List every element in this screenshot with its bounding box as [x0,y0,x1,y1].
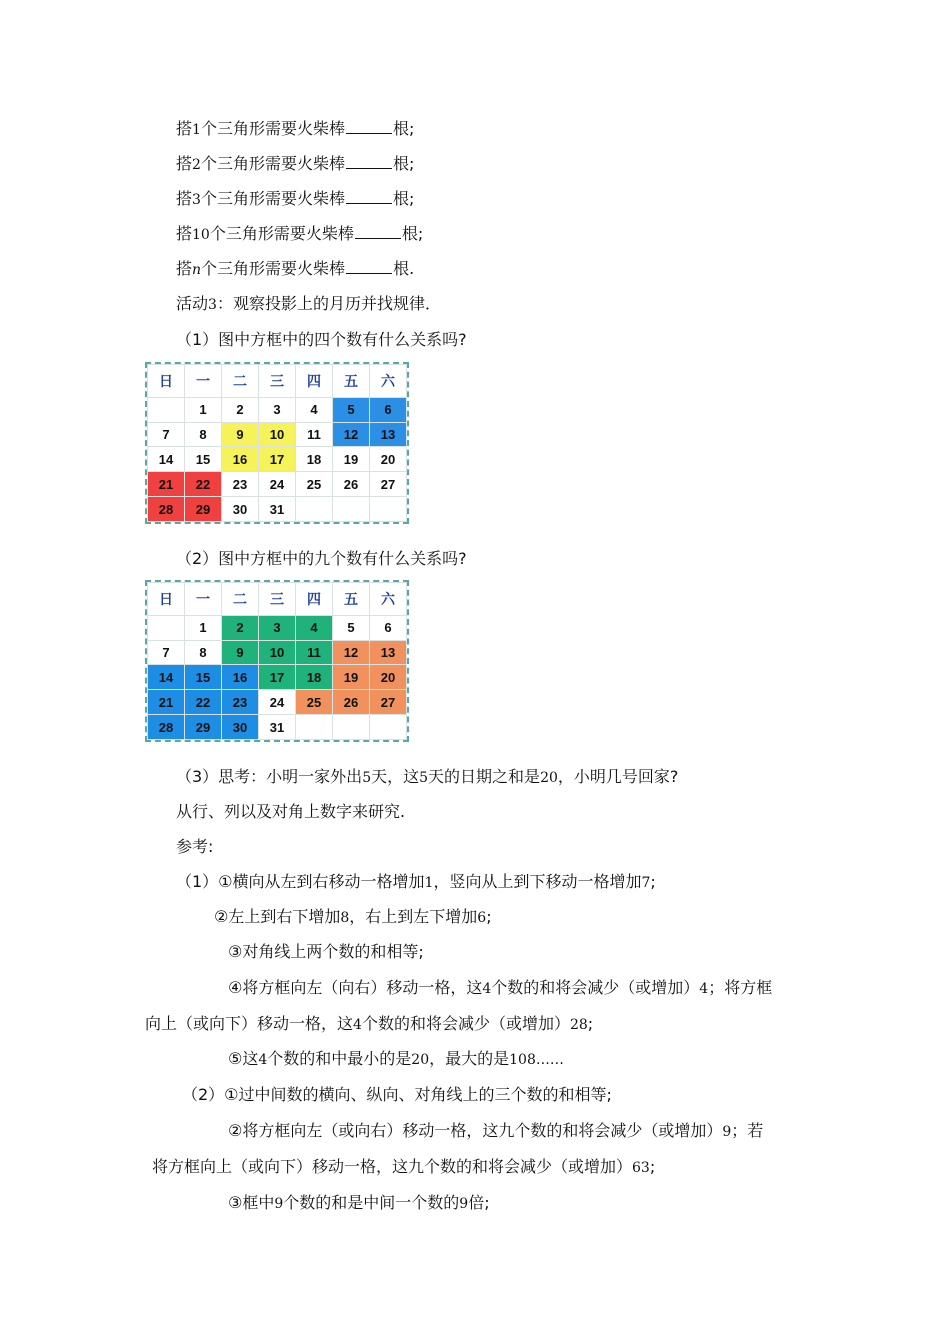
calendar-day: 15 [185,665,222,690]
weekday-header: 日 [148,365,185,398]
calendar-day: 14 [148,447,185,472]
answer-blank[interactable] [346,188,392,204]
calendar-day: 8 [185,640,222,665]
calendar-day: 22 [185,690,222,715]
calendar-empty-cell [333,497,370,522]
weekday-header: 四 [296,365,333,398]
calendar-day: 7 [148,640,185,665]
calendar-day: 10 [259,422,296,447]
calendar-day: 1 [185,397,222,422]
weekday-header: 日 [148,583,185,616]
calendar-day: 22 [185,472,222,497]
matchstick-line-2: 搭2个三角形需要火柴棒 根; [176,154,415,173]
calendar-day: 16 [222,665,259,690]
question-3: （3）思考：小明一家外出5天，这5天的日期之和是20，小明几号回家? [176,767,679,786]
weekday-header: 五 [333,583,370,616]
matchstick-line-3: 搭3个三角形需要火柴棒 根; [176,189,415,208]
calendar-day: 13 [370,640,407,665]
calendar-day: 2 [222,615,259,640]
answer-2-line-4: ③框中9个数的和是中间一个数的9倍; [228,1193,490,1212]
matchstick-line-4: 搭10个三角形需要火柴棒 根; [176,224,424,243]
calendar-day: 25 [296,472,333,497]
weekday-header: 五 [333,365,370,398]
calendar-day: 3 [259,615,296,640]
answer-1-line-1: （1）①横向从左到右移动一格增加1，竖向从上到下移动一格增加7; [176,872,656,891]
answer-blank[interactable] [346,153,392,169]
calendar-day: 19 [333,665,370,690]
calendar-day: 26 [333,472,370,497]
calendar-day: 18 [296,665,333,690]
calendar-day: 5 [333,397,370,422]
answer-blank[interactable] [355,223,401,239]
calendar-empty-cell [296,497,333,522]
calendar-empty-cell [148,615,185,640]
calendar-day: 29 [185,715,222,740]
reference-label: 参考: [176,837,214,856]
calendar-day: 31 [259,715,296,740]
calendar-day: 23 [222,472,259,497]
calendar-day: 6 [370,615,407,640]
calendar-day: 21 [148,690,185,715]
weekday-header: 六 [370,365,407,398]
answer-1-line-4: ④将方框向左（向右）移动一格，这4个数的和将会减少（或增加）4；将方框 [228,978,773,997]
calendar-day: 4 [296,615,333,640]
calendar-day: 8 [185,422,222,447]
calendar-day: 29 [185,497,222,522]
answer-1-line-2: ②左上到右下增加8，右上到左下增加6; [214,907,492,926]
weekday-header: 一 [185,583,222,616]
calendar-day: 30 [222,497,259,522]
calendar-day: 17 [259,665,296,690]
calendar-empty-cell [148,397,185,422]
calendar-day: 24 [259,472,296,497]
answer-blank[interactable] [346,258,392,274]
calendar-day: 25 [296,690,333,715]
calendar-four-numbers [145,362,409,524]
calendar-empty-cell [333,715,370,740]
calendar-day: 9 [222,640,259,665]
calendar-day: 12 [333,422,370,447]
weekday-header: 三 [259,365,296,398]
calendar-day: 17 [259,447,296,472]
calendar-day: 3 [259,397,296,422]
answer-1-line-6: ⑤这4个数的和中最小的是20，最大的是108…… [228,1049,564,1068]
weekday-header: 三 [259,583,296,616]
calendar-day: 4 [296,397,333,422]
calendar-day: 2 [222,397,259,422]
answer-1-line-3: ③对角线上两个数的和相等; [228,942,424,961]
question-1: （1）图中方框中的四个数有什么关系吗? [176,330,467,349]
weekday-header: 四 [296,583,333,616]
calendar-day: 7 [148,422,185,447]
calendar-day: 27 [370,472,407,497]
calendar-day: 28 [148,715,185,740]
calendar-day: 15 [185,447,222,472]
calendar-day: 5 [333,615,370,640]
calendar-day: 24 [259,690,296,715]
weekday-header: 一 [185,365,222,398]
calendar-day: 19 [333,447,370,472]
study-hint: 从行、列以及对角上数字来研究. [176,802,406,821]
calendar-day: 23 [222,690,259,715]
calendar-day: 9 [222,422,259,447]
calendar-day: 12 [333,640,370,665]
activity-3-title: 活动3：观察投影上的月历并找规律． [176,294,441,313]
calendar-day: 11 [296,422,333,447]
matchstick-line-1: 搭1个三角形需要火柴棒 根; [176,119,415,138]
calendar-day: 31 [259,497,296,522]
calendar-day: 20 [370,665,407,690]
weekday-header: 二 [222,365,259,398]
calendar-empty-cell [370,497,407,522]
calendar-day: 14 [148,665,185,690]
calendar-day: 13 [370,422,407,447]
calendar-day: 1 [185,615,222,640]
matchstick-line-5: 搭n个三角形需要火柴棒 根. [176,259,415,278]
calendar-day: 21 [148,472,185,497]
calendar-empty-cell [296,715,333,740]
calendar-day: 20 [370,447,407,472]
calendar-day: 30 [222,715,259,740]
question-2: （2）图中方框中的九个数有什么关系吗? [176,549,467,568]
calendar-day: 16 [222,447,259,472]
calendar-day: 28 [148,497,185,522]
answer-2-line-3: 将方框向上（或向下）移动一格，这九个数的和将会减少（或增加）63; [152,1157,656,1176]
calendar-day: 27 [370,690,407,715]
calendar-day: 10 [259,640,296,665]
calendar-day: 18 [296,447,333,472]
answer-2-line-1: （2）①过中间数的横向、纵向、对角线上的三个数的和相等; [182,1085,612,1104]
answer-1-line-5: 向上（或向下）移动一格，这4个数的和将会减少（或增加）28; [145,1014,594,1033]
calendar-day: 26 [333,690,370,715]
calendar-day: 11 [296,640,333,665]
calendar-empty-cell [370,715,407,740]
weekday-header: 二 [222,583,259,616]
calendar-nine-numbers [145,580,409,742]
weekday-header: 六 [370,583,407,616]
answer-2-line-2: ②将方框向左（或向右）移动一格，这九个数的和将会减少（或增加）9；若 [228,1121,764,1140]
calendar-day: 6 [370,397,407,422]
answer-blank[interactable] [346,118,392,134]
